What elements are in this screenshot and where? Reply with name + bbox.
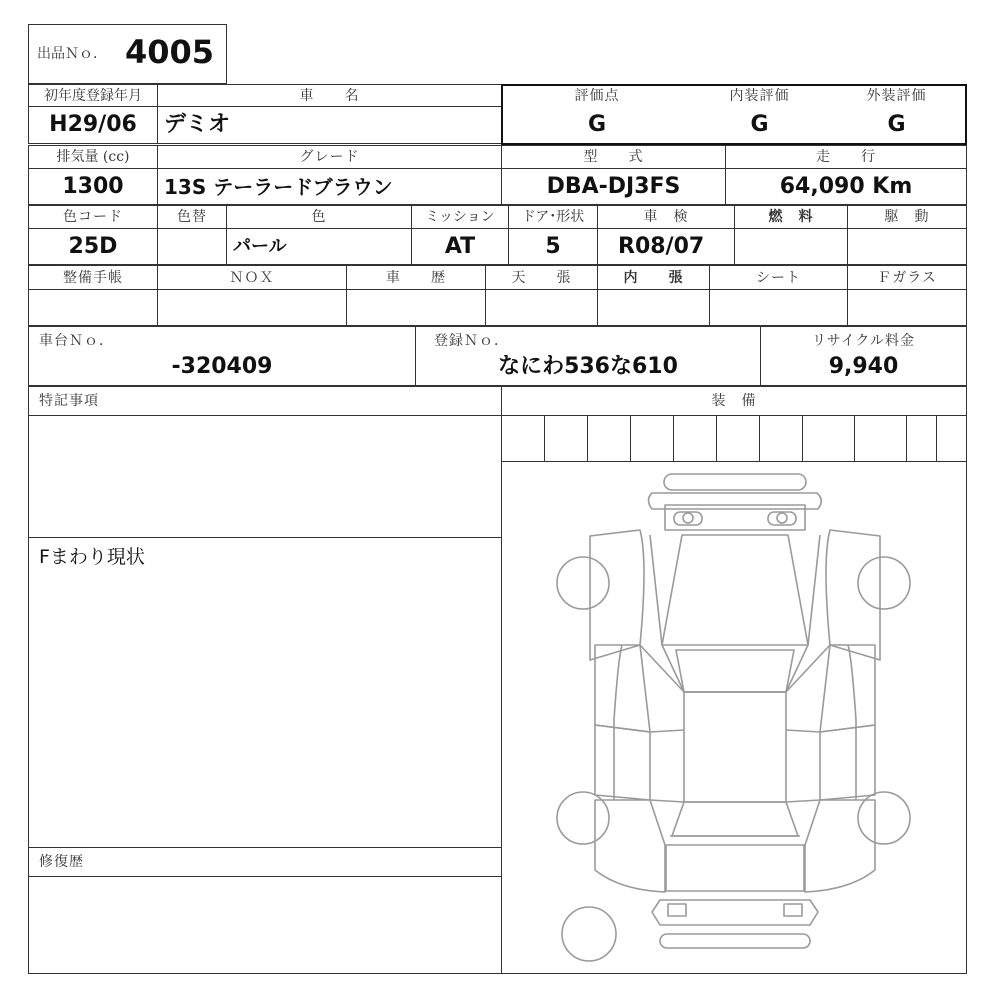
history-label: 車 歴	[386, 269, 446, 286]
left-taillight-shape	[668, 904, 686, 916]
transmission-label: ミッション	[425, 209, 495, 225]
grade-label: グレード	[299, 149, 360, 165]
right-taillight-shape	[784, 904, 802, 916]
right-front-door-shape	[820, 645, 875, 732]
front-condition-text: Fまわり現状	[39, 546, 145, 568]
inspection-value: R08/07	[618, 233, 705, 259]
right-rear-door-shape	[820, 725, 875, 800]
fuel-label: 燃 料	[768, 209, 814, 225]
right-rear-wheel-shape	[858, 792, 910, 844]
right-rear-fender-shape	[805, 800, 875, 892]
maintenance-label: 整備手帳	[63, 269, 123, 286]
roof-label: 天 張	[511, 269, 572, 286]
exterior-label: 外装評価	[866, 88, 927, 104]
repair-history-label: 修復歴	[39, 854, 84, 870]
color-change-label: 色替	[177, 209, 207, 225]
mileage-value: 64,090 Km	[779, 173, 913, 199]
interior-label: 内装評価	[729, 88, 790, 104]
windshield-shape	[662, 535, 808, 645]
left-front-door-shape	[595, 645, 650, 732]
first-reg-label: 初年度登録年月	[44, 87, 142, 104]
glass-label: Ｆガラス	[877, 269, 937, 286]
left-rear-fender-shape	[595, 800, 665, 892]
color-code-label: 色コード	[63, 209, 123, 225]
left-rear-wheel-shape	[557, 792, 609, 844]
right-front-fender-shape	[826, 530, 880, 660]
nox-label: ＮＯＸ	[229, 269, 275, 286]
equipment-label: 装 備	[711, 393, 757, 409]
hood-shape	[649, 493, 822, 509]
seat-label: シート	[756, 269, 801, 286]
score-value: G	[587, 111, 607, 137]
chassis-value: -320409	[171, 354, 273, 379]
trunk-shape	[666, 845, 804, 891]
displacement-value: 1300	[62, 173, 124, 199]
transmission-value: AT	[444, 233, 476, 259]
model-label: 型 式	[583, 149, 644, 165]
recycle-value: 9,940	[828, 354, 899, 379]
left-front-fender-shape	[590, 530, 644, 660]
spare-wheel-shape	[562, 907, 616, 961]
exterior-value: G	[887, 111, 906, 137]
lot-number-label: 出品Ｎｏ．	[37, 46, 107, 62]
color-value: パール	[233, 235, 287, 257]
left-front-wheel-shape	[557, 557, 609, 609]
lot-number-value: 4005	[125, 33, 215, 71]
rear-bumper-shape	[660, 934, 810, 948]
interior-value: G	[750, 111, 769, 137]
mileage-label: 走 行	[816, 149, 876, 165]
car-name-value: デミオ	[164, 112, 231, 137]
roof-shape	[684, 692, 786, 802]
special-notes-label: 特記事項	[39, 393, 99, 409]
color-label: 色	[311, 209, 327, 225]
doors-value: 5	[545, 233, 561, 259]
chassis-label: 車台Ｎｏ．	[39, 333, 114, 349]
grade-value: 13S テーラードブラウン	[164, 174, 393, 199]
car-name-label: 車 名	[299, 87, 360, 104]
registration-value: なにわ536な610	[498, 354, 678, 379]
right-front-wheel-shape	[858, 557, 910, 609]
color-code-value: 25D	[68, 233, 118, 259]
doors-label: ドア･形状	[521, 209, 585, 225]
registration-label: 登録Ｎｏ．	[434, 333, 509, 349]
inspection-label: 車 検	[643, 209, 689, 225]
left-rear-door-shape	[595, 725, 650, 800]
interior-trim-label: 内 張	[623, 269, 684, 286]
score-label: 評価点	[574, 88, 620, 104]
displacement-label: 排気量 (cc)	[56, 149, 130, 165]
model-value: DBA-DJ3FS	[546, 173, 681, 199]
first-reg-value: H29/06	[49, 112, 137, 137]
recycle-label: リサイクル料金	[811, 333, 916, 349]
rear-window-shape	[672, 802, 798, 836]
drive-label: 駆 動	[884, 209, 930, 225]
front-bumper-shape	[664, 474, 806, 490]
